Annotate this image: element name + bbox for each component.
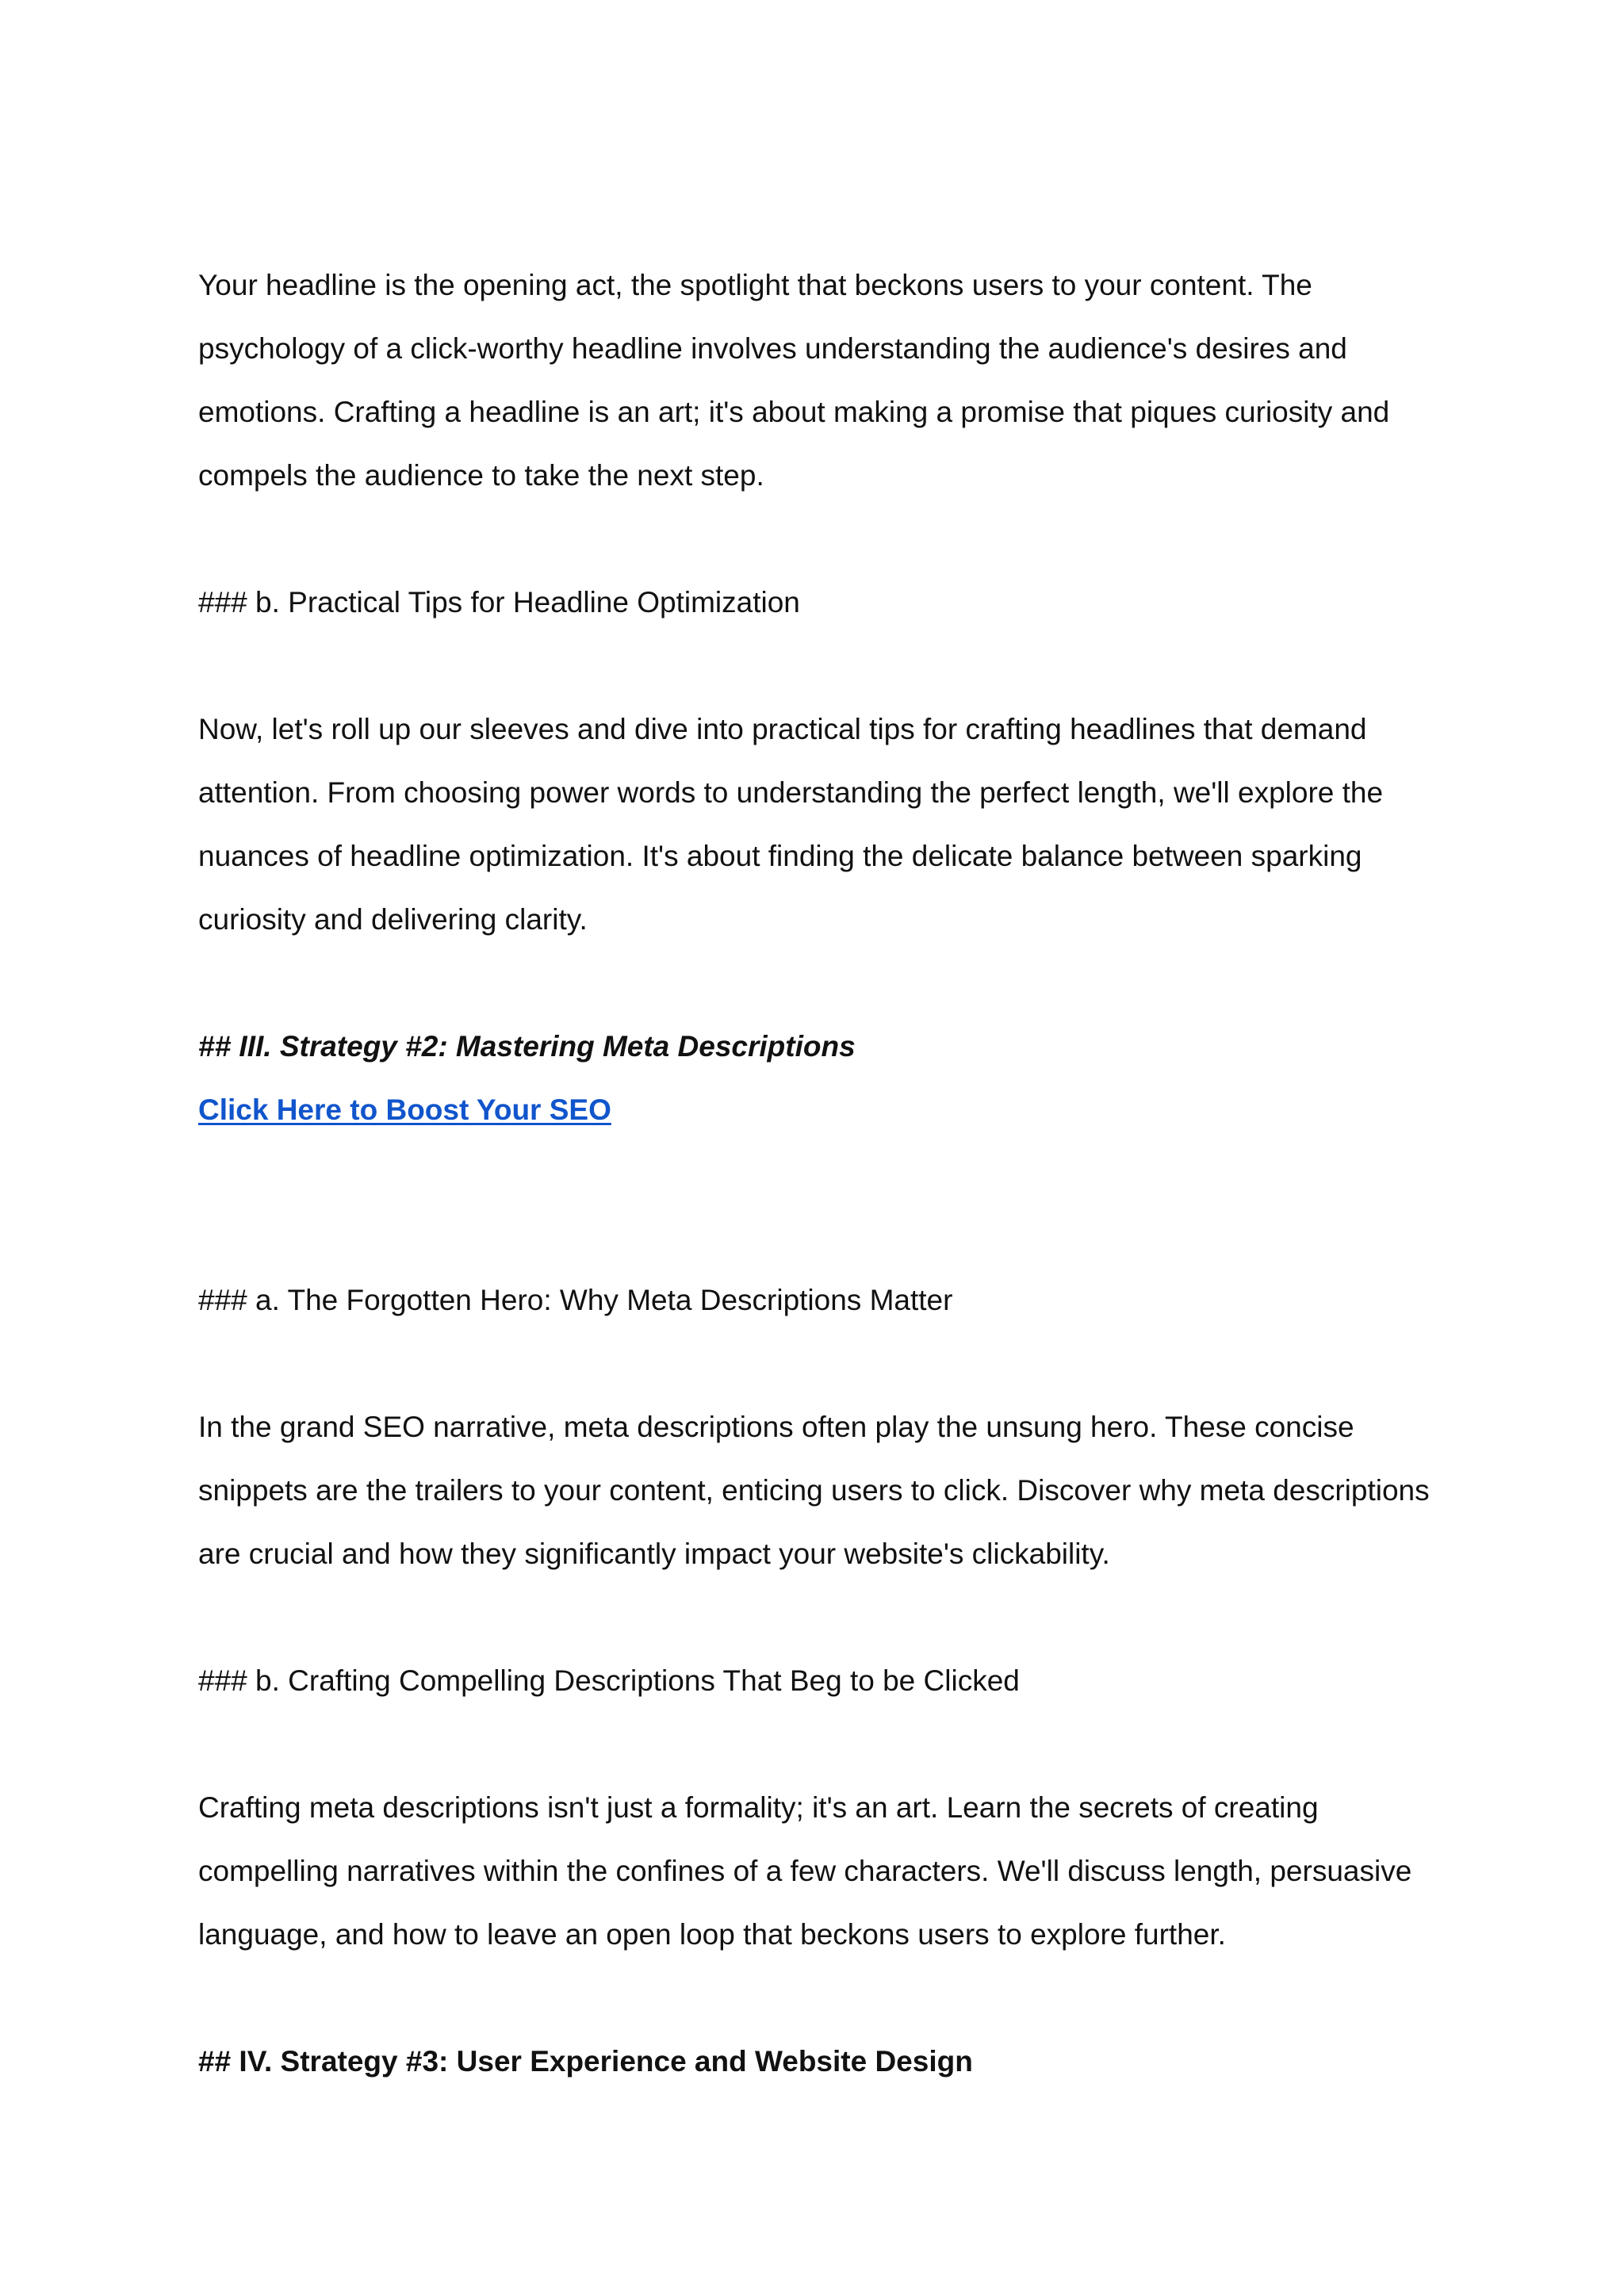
heading-strategy-2: ## III. Strategy #2: Mastering Meta Descriptions: [198, 1030, 856, 1063]
spacer: [198, 952, 1435, 1015]
practical-tips-paragraph: Now, let's roll up our sleeves and dive into practical tips for crafting headlines that demand attention. From choosing power words to understanding the perfect length, we'll explore the nuances of headline optimization. It's about finding the delicate balance between sparking curiosity and delivering clarity.: [198, 713, 1384, 936]
heading-strategy-3: ## IV. Strategy #3: User Experience and Website Design: [198, 2045, 973, 2078]
subheading-compelling-descriptions: ### b. Crafting Compelling Descriptions That Beg to be Clicked: [198, 1664, 1020, 1697]
headline-psychology-paragraph: Your headline is the opening act, the spotlight that beckons users to your content. The psychology of a click-worthy headline involves understanding the audience's desires and emotions. Crafting a headline is an art; it's about making a promise that piques curiosity and compels the audience to take the next step.: [198, 269, 1390, 492]
document-body: [198, 254, 1435, 2093]
spacer: [198, 1967, 1435, 2030]
spacer: [198, 1713, 1435, 1776]
subheading-forgotten-hero: ### a. The Forgotten Hero: Why Meta Descriptions Matter: [198, 1284, 953, 1316]
meta-descriptions-paragraph: In the grand SEO narrative, meta descriptions often play the unsung hero. These concise snippets are the trailers to your content, enticing users to click. Discover why meta descriptions are crucial and how they significantly impact your website's clickability.: [198, 1411, 1430, 1570]
spacer: [198, 1586, 1435, 1649]
crafting-meta-paragraph: Crafting meta descriptions isn't just a formality; it's an art. Learn the secrets of creating compelling narratives within the confines of a few characters. We'll discuss length, persuasive language, and how to leave an open loop that beckons users to explore further.: [198, 1791, 1412, 1951]
spacer: [198, 1332, 1435, 1396]
spacer: [198, 507, 1435, 571]
spacer: [198, 634, 1435, 698]
boost-seo-link[interactable]: Click Here to Boost Your SEO: [198, 1093, 611, 1126]
spacer: [198, 1142, 1435, 1269]
subheading-practical-tips: ### b. Practical Tips for Headline Optimization: [198, 586, 800, 618]
